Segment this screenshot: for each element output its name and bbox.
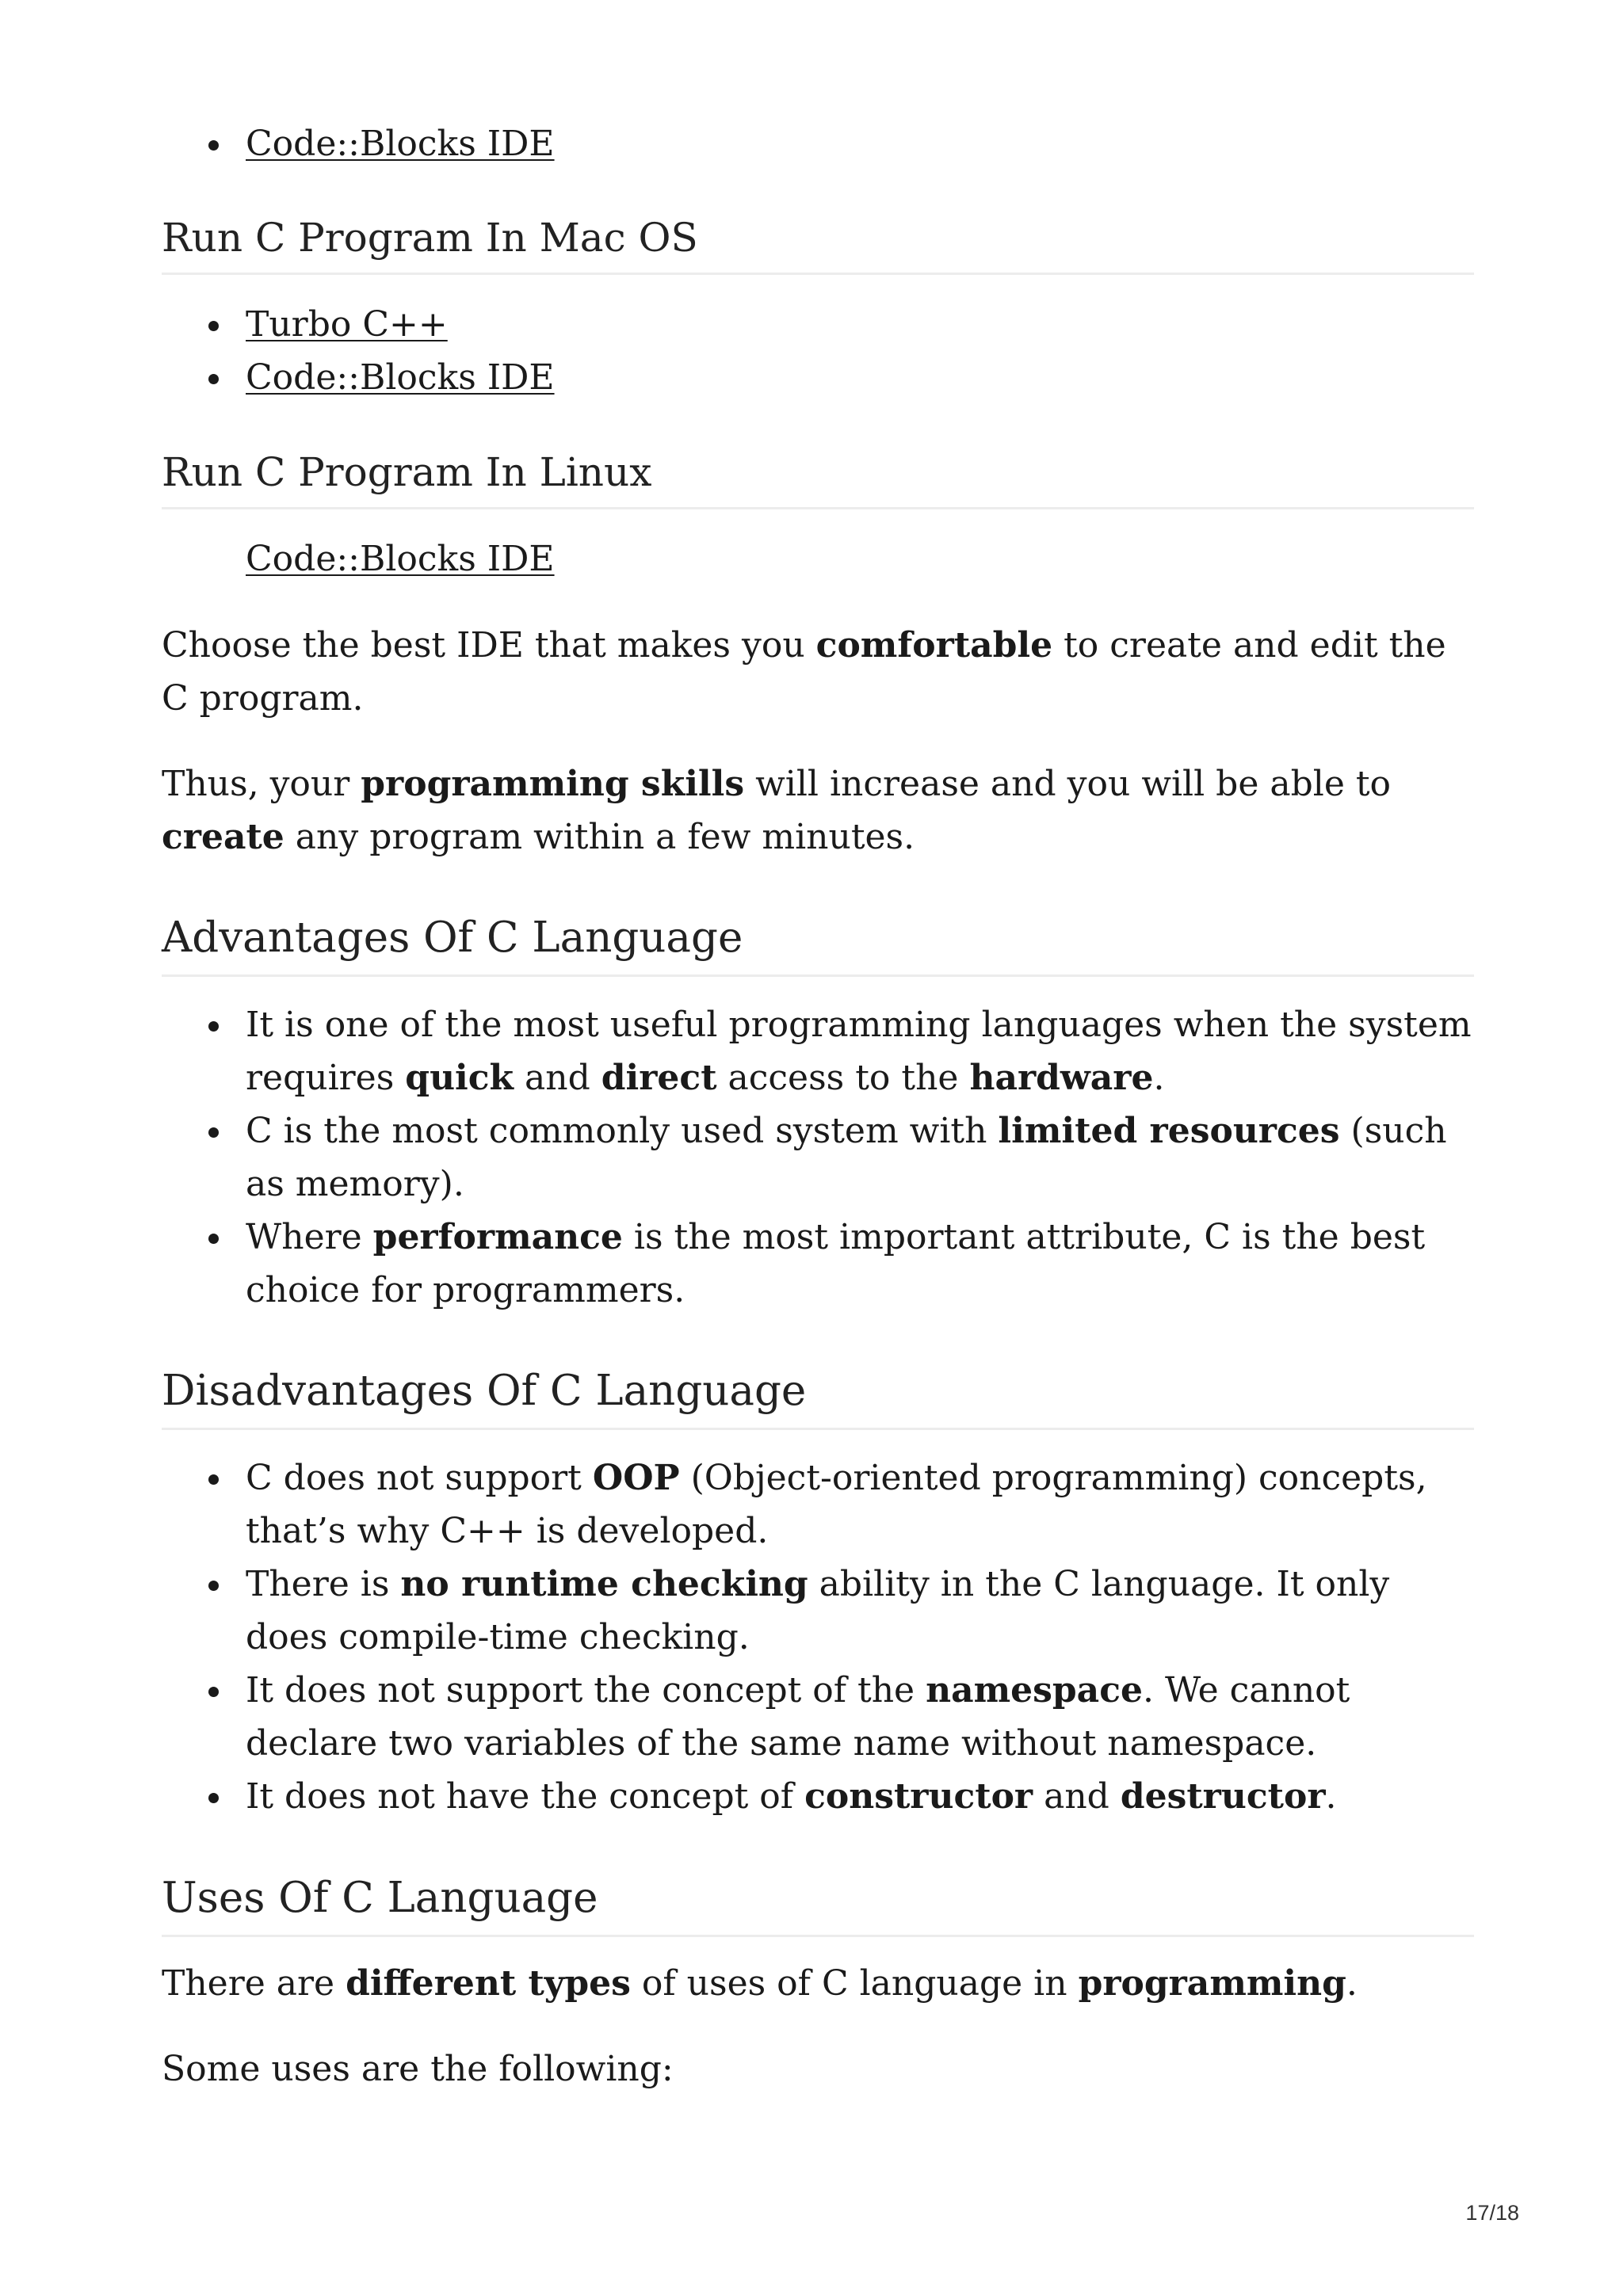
mac-ide-list: [162, 298, 1474, 404]
paragraph: Some uses are the following:: [162, 2049, 674, 2089]
list-item: C does not support OOP (Object-oriented programming) concepts, that’s why C++ is developed.: [162, 1451, 1474, 1558]
list-item: It is one of the most useful programming languages when the system requires quick and direct access to the hardware.: [162, 998, 1474, 1104]
page-number: 17/18: [1465, 2201, 1519, 2225]
list-item: [162, 298, 1474, 351]
codeblocks-link[interactable]: Code::Blocks IDE: [246, 539, 555, 579]
list-item: There is no runtime checking ability in the C language. It only does compile-time checking.: [162, 1558, 1474, 1664]
list-item: It does not support the concept of the namespace. We cannot declare two variables of the same name without namespace.: [162, 1664, 1474, 1770]
list-item: It does not have the concept of constructor and destructor.: [162, 1770, 1474, 1823]
list-item: Where performance is the most important attribute, C is the best choice for programmers.: [162, 1211, 1474, 1317]
list-item: [162, 117, 1474, 170]
linux-section: [162, 445, 1474, 509]
section-heading-linux: Run C Program In Linux: [162, 445, 1474, 509]
codeblocks-link[interactable]: Code::Blocks IDE: [246, 357, 555, 398]
section-heading-mac: Run C Program In Mac OS: [162, 211, 1474, 275]
paragraph: There are different types of uses of C language in programming.: [162, 1963, 1358, 2004]
section-heading-disadvantages: Disadvantages Of C Language: [162, 1363, 1474, 1430]
ide-choice-paragraph: [162, 619, 1474, 725]
list-item: [162, 351, 1474, 404]
ide-list-continued: [162, 117, 1474, 170]
section-heading-advantages: Advantages Of C Language: [162, 910, 1474, 977]
linux-ide-list: [162, 532, 1474, 585]
mac-section: [162, 211, 1474, 275]
uses-section: [162, 1870, 1474, 1937]
turbo-cpp-link[interactable]: Turbo C++: [246, 304, 448, 345]
section-heading-uses: Uses Of C Language: [162, 1870, 1474, 1937]
list-item: C is the most commonly used system with limited resources (such as memory).: [162, 1104, 1474, 1211]
disadvantages-list: [162, 1451, 1474, 1823]
paragraph: Thus, your programming skills will increase and you will be able to create any program within a few minutes.: [162, 764, 1392, 857]
advantages-list: [162, 998, 1474, 1317]
paragraph: Choose the best IDE that makes you comfortable to create and edit the C program.: [162, 625, 1446, 719]
uses-intro-paragraph: [162, 2042, 1474, 2096]
skills-paragraph: [162, 757, 1474, 864]
uses-paragraph: [162, 1957, 1474, 2010]
codeblocks-link[interactable]: Code::Blocks IDE: [246, 124, 555, 164]
disadvantages-section: [162, 1363, 1474, 1430]
advantages-section: [162, 910, 1474, 977]
